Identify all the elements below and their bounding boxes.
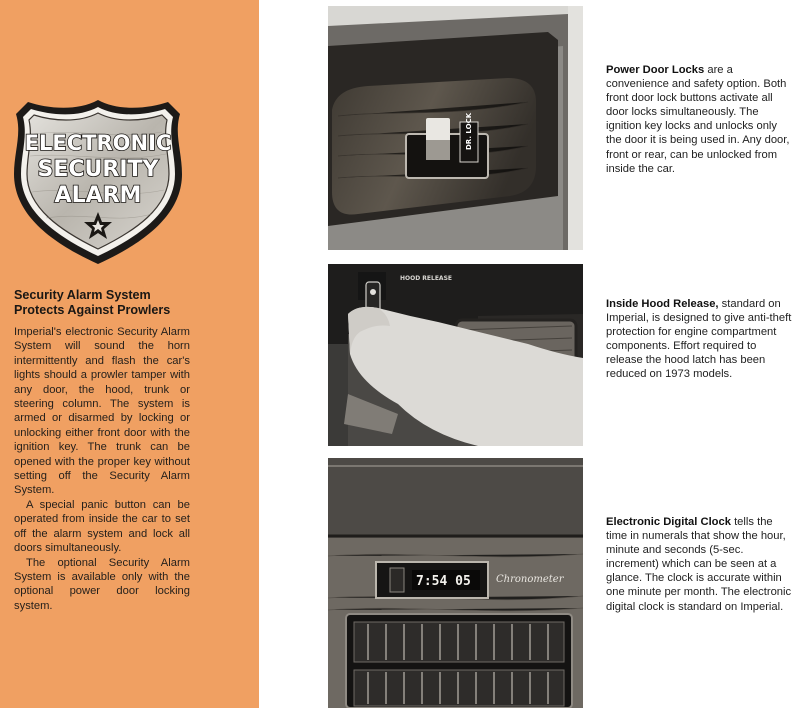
power-door-locks-caption — [606, 63, 792, 176]
sidebar-paragraph: A special panic button can be operated from inside the car to set off the alarm system and lock all doors simultaneously. — [14, 498, 190, 555]
digital-clock-photo — [328, 458, 583, 708]
caption-title: Inside Hood Release, — [606, 298, 719, 310]
sidebar-heading — [14, 288, 244, 318]
caption-text: tells the time in numerals that show the hour, minute and seconds (5-sec. increment) which can be seen at a glance. The clock is accurate within one minute per month. The electronic digital clock is standard on Imperial. — [606, 516, 792, 613]
sidebar-paragraph: The optional Security Alarm System is available only with the optional power door locking system. — [14, 556, 190, 612]
clock-brand: Chronometer — [496, 574, 564, 585]
sidebar-paragraph: Imperial's electronic Security Alarm System will sound the horn intermittently and flash the car's lights should a prowler tamper with any door, the hood, trunk or steering column. The system is armed or disarmed by locking or unlocking either front door with the ignition key. The trunk can be opened with the proper key without setting off the Security Alarm System. — [14, 326, 190, 497]
door-lock-label: DR. LOCK — [465, 112, 473, 150]
caption-text: are a convenience and safety option. Both front door lock buttons activate all door locks simultaneously. The ignition key locks and unlocks only the door it is being used in. Any door, front or rear, can be unlocked from inside the car. — [606, 64, 790, 175]
caption-text: standard on Imperial, is designed to give anti-theft protection for engine compartment components. Effort required to release the hood latch has been reduced on 1973 models. — [606, 298, 792, 381]
sidebar-body — [14, 325, 190, 613]
badge-line-alarm: ALARM — [54, 183, 142, 208]
hood-release-label: HOOD RELEASE — [400, 275, 452, 282]
digital-clock-caption — [606, 515, 792, 614]
hood-release-photo — [328, 264, 583, 446]
sidebar-heading-line1: Security Alarm System — [14, 288, 151, 302]
security-alarm-badge — [6, 94, 190, 270]
sidebar-heading-line2: Protects Against Prowlers — [14, 303, 171, 317]
caption-title: Power Door Locks — [606, 64, 705, 76]
badge-line-security: SECURITY — [37, 157, 159, 182]
caption-title: Electronic Digital Clock — [606, 516, 731, 528]
badge-line-electronic: ELECTRONIC — [24, 131, 172, 155]
door-lock-photo — [328, 6, 583, 250]
clock-display: 7:54 05 — [416, 574, 471, 589]
hood-release-caption — [606, 297, 792, 382]
